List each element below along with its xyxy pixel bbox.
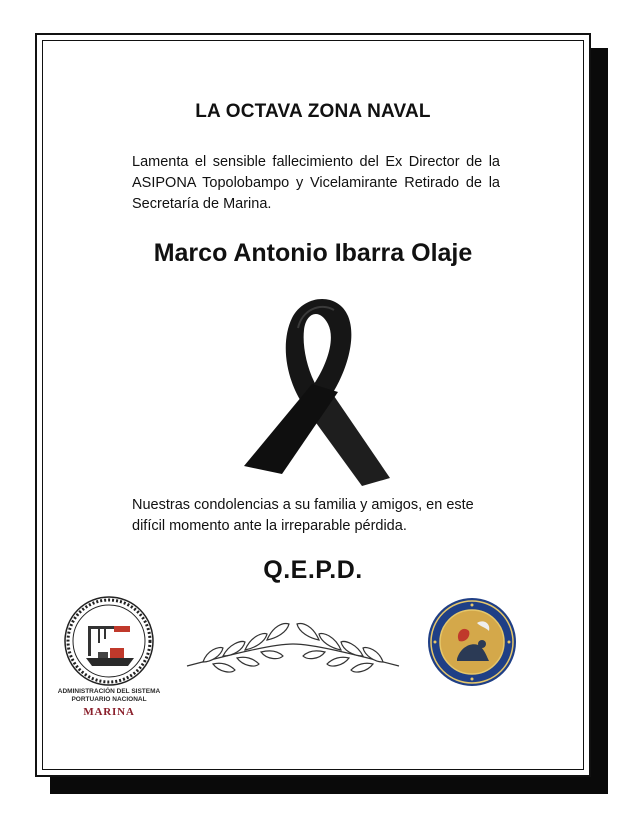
condolences-paragraph: Nuestras condolencias a su familia y amigos, en este difícil momento ante la irreparable pérdida. bbox=[132, 497, 474, 534]
asipona-topolobampo-seal-icon bbox=[64, 596, 154, 686]
laurel-branch-icon bbox=[183, 614, 403, 674]
seal-left-caption-line1: ADMINISTRACIÓN DEL SISTEMA bbox=[57, 688, 161, 695]
octava-zona-naval-seal-icon bbox=[427, 597, 517, 687]
closing-qepd: Q.E.P.D. bbox=[263, 556, 363, 584]
card-heading: LA OCTAVA ZONA NAVAL bbox=[195, 101, 431, 122]
seal-left-caption bbox=[34, 688, 184, 704]
mourning-ribbon-icon bbox=[242, 288, 392, 488]
intro-paragraph: Lamenta el sensible fallecimiento del Ex Director de la ASIPONA Topolobampo y Vicelamirante Retirado de la Secretaría de Marina. bbox=[132, 154, 500, 212]
deceased-name: Marco Antonio Ibarra Olaje bbox=[153, 239, 473, 267]
marina-wordmark: MARINA bbox=[83, 706, 135, 718]
seal-left-caption-line2: PORTUARIO NACIONAL bbox=[71, 696, 147, 703]
